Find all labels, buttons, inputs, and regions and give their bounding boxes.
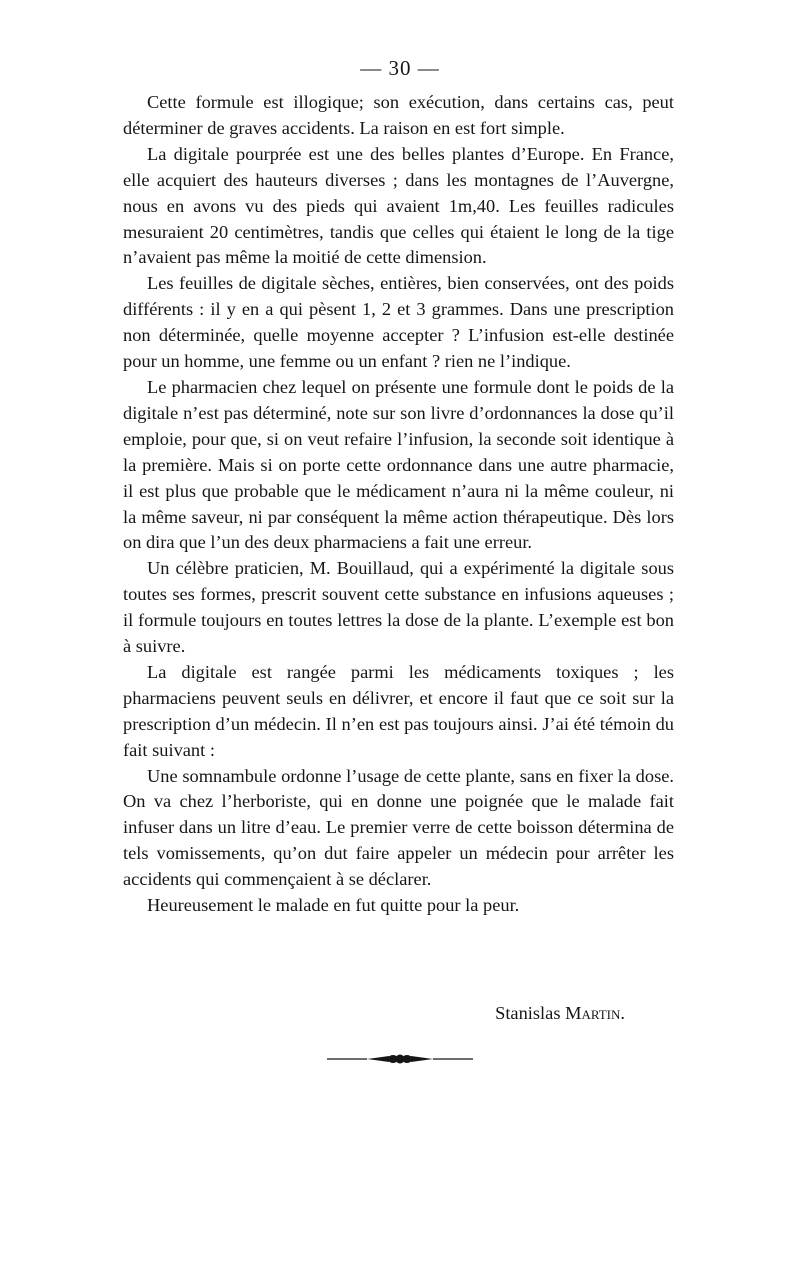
body-text (123, 90, 674, 919)
paragraph: La digitale pourprée est une des belles plantes d’Europe. En France, elle acquiert des hauteurs diverses ; dans les montagnes de l’Auvergne, nous en avons vu des pieds qui avaient 1m,40. Les feuilles radicules mesuraient 20 centimètres, tandis que celles qui étaient le long de la tige n’avaient pas même la moitié de cette dimension. (123, 143, 674, 268)
page-number: — 30 — (360, 56, 440, 80)
author-signature (495, 1000, 625, 1026)
paragraph: Le pharmacien chez lequel on présente une formule dont le poids de la digitale n’est pas déterminé, note sur son livre d’ordonnances la dose qu’il emploie, pour que, si on veut refaire l’infusion, la seconde soit identique à la première. Mais si on porte cette ordonnance dans une autre pharmacie, il est plus que probable que le médicament n’aura ni la même couleur, ni la même saveur, ni par conséquent la même action thérapeutique. Dès lors on dira que l’un des deux pharmaciens a fait une erreur. (123, 376, 674, 553)
ornamental-rule-icon (327, 1052, 473, 1066)
paragraph: Les feuilles de digitale sèches, entières, bien conservées, ont des poids différents : il y en a qui pèsent 1, 2 et 3 grammes. Dans une prescription non déterminée, quelle moyenne accepter ? L’infusion est-elle destinée pour un homme, une femme ou un enfant ? rien ne l’indique. (123, 273, 674, 372)
paragraph: Heureusement le malade en fut quitte pour la peur. (147, 895, 520, 916)
paragraph: Une somnambule ordonne l’usage de cette plante, sans en fixer la dose. On va chez l’herboriste, qui en donne une poignée que le malade fait infuser dans un litre d’eau. Le premier verre de cette boisson détermina de tels vomissements, qu’on dut faire appeler un médecin pour arrêter les accidents qui commençaient à se déclarer. (123, 765, 674, 890)
paragraph: La digitale est rangée parmi les médicaments toxiques ; les pharmaciens peuvent seuls en délivrer, et encore il faut que ce soit sur la prescription d’un médecin. Il n’en est pas toujours ainsi. J’ai été témoin du fait suivant : (123, 661, 674, 760)
paragraph: Cette formule est illogique; son exécution, dans certains cas, peut déterminer de graves accidents. La raison en est fort simple. (123, 92, 674, 138)
author-first-name: Stanislas (495, 1003, 561, 1023)
paragraph: Un célèbre praticien, M. Bouillaud, qui a expérimenté la digitale sous toutes ses formes, prescrit souvent cette substance en infusions aqueuses ; il formule toujours en toutes lettres la dose de la plante. L’exemple est bon à suivre. (123, 558, 674, 657)
author-last-name: Martin. (565, 1003, 625, 1023)
